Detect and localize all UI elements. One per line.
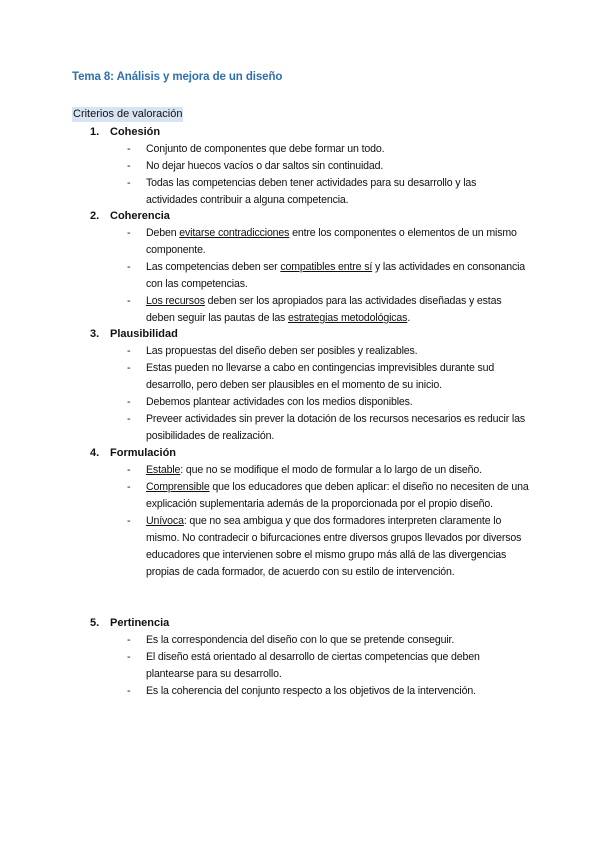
dash-bullet: - (127, 396, 131, 408)
section-number: 3. (90, 328, 100, 340)
text-run: No dejar huecos vacíos o dar saltos sin continuidad. (146, 160, 384, 172)
dash-bullet: - (127, 345, 131, 357)
text-run: Estas pueden no llevarse a cabo en contingencias imprevisibles durante sud desarrollo, pero deben ser plausibles en el momento de su inicio. (146, 362, 495, 391)
criteria-section (0, 208, 530, 327)
underlined-term: Unívoca (146, 515, 184, 527)
dash-bullet: - (127, 227, 131, 239)
dash-bullet: - (127, 177, 131, 189)
text-run: . (407, 312, 411, 324)
dash-bullet: - (127, 651, 131, 663)
dash-bullet: - (127, 295, 131, 307)
text-run: Las competencias deben ser (146, 261, 281, 273)
section-header (0, 326, 530, 343)
text-run: Es la coherencia del conjunto respecto a los objetivos de la intervención. (146, 685, 476, 697)
criteria-section (0, 445, 530, 581)
dash-bullet: - (127, 515, 131, 527)
section-title: Coherencia (110, 210, 170, 222)
list-item (0, 141, 530, 158)
text-run: : que no se modifique el modo de formular a lo largo de un diseño. (180, 464, 482, 476)
text-run: entre los componentes o elementos de un mismo componente. (146, 227, 517, 256)
underlined-term: evitarse contradicciones (179, 227, 290, 239)
list-item (0, 343, 530, 360)
section-header (0, 615, 530, 632)
dash-bullet: - (127, 143, 131, 155)
dash-bullet: - (127, 634, 131, 646)
item-text (146, 649, 530, 683)
list-item (0, 632, 530, 649)
underlined-term: Los recursos (146, 295, 205, 307)
underlined-term: compatibles entre sí (280, 261, 373, 273)
item-text (146, 225, 530, 259)
criteria-section (0, 124, 530, 209)
text-run: Las propuestas del diseño deben ser posibles y realizables. (146, 345, 418, 357)
text-run: Debemos plantear actividades con los medios disponibles. (146, 396, 413, 408)
section-title: Pertinencia (110, 617, 170, 629)
item-text (146, 411, 530, 445)
section-header (0, 124, 530, 141)
list-item (0, 649, 530, 683)
text-run: : que no sea ambigua y que dos formadores interpreten claramente lo mismo. No contradecir o bifurcaciones entre diversos grupos llevados por diversos educadores que intervienen sobre el mismo grupo más allá de las divergencias propias de cada formador, de acuerdo con su estilo de intervención. (146, 515, 522, 578)
dash-bullet: - (127, 685, 131, 697)
item-text (146, 293, 530, 327)
criteria-section (0, 615, 530, 700)
underlined-term: estrategias metodológicas (288, 312, 408, 324)
item-text (146, 479, 530, 513)
list-item (0, 513, 530, 581)
list-item (0, 411, 530, 445)
underlined-term: Estable (146, 464, 181, 476)
list-item (0, 158, 530, 175)
section-subtitle-highlighted: Criterios de valoración (73, 108, 183, 120)
item-text (146, 158, 530, 175)
list-item (0, 360, 530, 394)
dash-bullet: - (127, 481, 131, 493)
item-text (146, 175, 530, 209)
dash-bullet: - (127, 413, 131, 425)
text-run: Conjunto de componentes que debe formar un todo. (146, 143, 385, 155)
text-run: Preveer actividades sin prever la dotación de los recursos necesarios es reducir las posibilidades de realización. (146, 413, 525, 442)
list-item (0, 293, 530, 327)
page-title: Tema 8: Análisis y mejora de un diseño (72, 71, 283, 83)
item-text (146, 343, 530, 360)
text-run: que los educadores que deben aplicar: el diseño no necesiten de una explicación suplementaria además de la proporcionada por el propio diseño. (146, 481, 529, 510)
criteria-section (0, 326, 530, 445)
text-run: Es la correspondencia del diseño con lo que se pretende conseguir. (146, 634, 455, 646)
text-run: deben ser los apropiados para las actividades diseñadas y estas deben seguir las pautas de las (146, 295, 502, 324)
text-run: y las actividades en consonancia con las competencias. (146, 261, 526, 290)
section-number: 1. (90, 126, 100, 138)
list-item (0, 259, 530, 293)
item-text (146, 394, 530, 411)
text-run: Deben (146, 227, 180, 239)
item-text (146, 683, 530, 700)
item-text (146, 513, 530, 581)
dash-bullet: - (127, 160, 131, 172)
section-number: 4. (90, 447, 100, 459)
item-text (146, 141, 530, 158)
dash-bullet: - (127, 362, 131, 374)
item-text (146, 360, 530, 394)
list-item (0, 175, 530, 209)
item-text (146, 259, 530, 293)
section-header (0, 445, 530, 462)
section-title: Formulación (110, 447, 177, 459)
section-title: Plausibilidad (110, 328, 178, 340)
underlined-term: Comprensible (146, 481, 210, 493)
item-text (146, 462, 530, 479)
dash-bullet: - (127, 464, 131, 476)
dash-bullet: - (127, 261, 131, 273)
list-item (0, 683, 530, 700)
text-run: El diseño está orientado al desarrollo de ciertas competencias que deben plantearse para su desarrollo. (146, 651, 480, 680)
list-item (0, 225, 530, 259)
list-item (0, 462, 530, 479)
section-number: 2. (90, 210, 100, 222)
section-number: 5. (90, 617, 100, 629)
item-text (146, 632, 530, 649)
list-item (0, 479, 530, 513)
text-run: Todas las competencias deben tener actividades para su desarrollo y las actividades contribuir a alguna competencia. (146, 177, 477, 206)
section-header (0, 208, 530, 225)
list-item (0, 394, 530, 411)
section-title: Cohesión (110, 126, 161, 138)
